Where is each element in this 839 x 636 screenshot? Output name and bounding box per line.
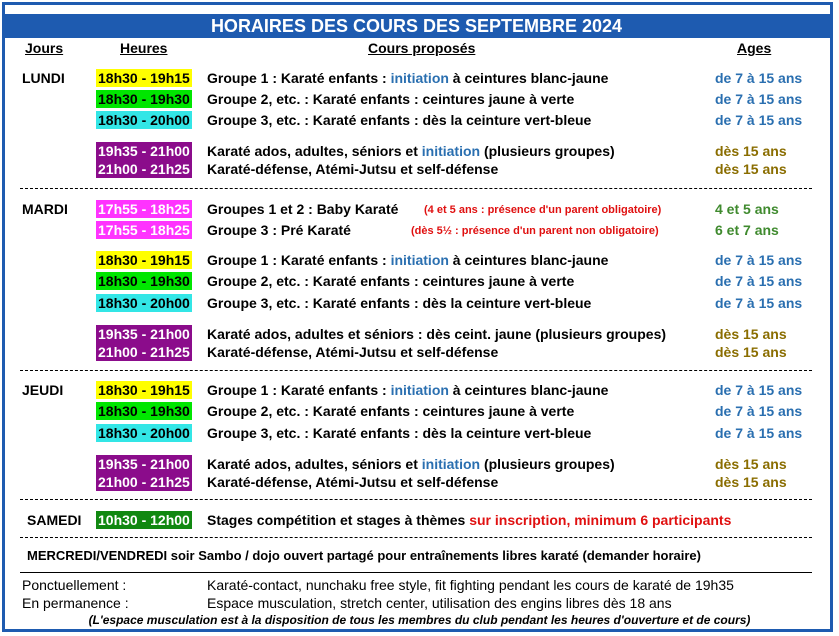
course-text: Groupe 2, etc. : Karaté enfants : ceintures jaune à verte [207,403,575,419]
day-jeudi: JEUDI [22,382,64,398]
course-text: Groupe 3, etc. : Karaté enfants : dès la ceinture vert-bleue [207,295,592,311]
day-lundi: LUNDI [22,70,65,86]
age-range: de 7 à 15 ans [715,295,803,311]
course-text: Groupe 1 : Karaté enfants : initiation à ceintures blanc-jaune [207,382,609,398]
age-range: de 7 à 15 ans [715,403,803,419]
divider [20,370,812,371]
course-text: Groupe 3, etc. : Karaté enfants : dès la ceinture vert-bleue [207,112,592,128]
time-slot: 18h30 - 20h00 [98,112,190,128]
footer-text-permanence: Espace musculation, stretch center, utilisation des engins libres dès 18 ans [207,595,672,611]
course-text: Karaté-défense, Atémi-Jutsu et self-défense [207,344,499,360]
day-samedi: SAMEDI [27,512,82,528]
course-text: Karaté ados, adultes, séniors et initiation (plusieurs groupes) [207,143,615,159]
age-range: de 7 à 15 ans [715,70,803,86]
time-slot: 18h30 - 19h30 [98,403,190,419]
time-slot: 17h55 - 18h25 [98,201,190,217]
time-slot: 17h55 - 18h25 [98,222,190,238]
time-slot: 18h30 - 20h00 [98,295,190,311]
age-range: de 7 à 15 ans [715,382,803,398]
time-slot: 10h30 - 12h00 [98,512,190,528]
age-range: dès 15 ans [715,161,787,177]
footer-note: (L'espace musculation est à la disposition de tous les membres du club pendant les heures d'ouverture et de cours) [88,613,751,627]
header-cours: Cours proposés [368,40,476,56]
divider [20,537,812,538]
age-range: dès 15 ans [715,344,787,360]
divider [20,572,812,573]
course-text: Karaté-défense, Atémi-Jutsu et self-défense [207,161,499,177]
time-slot: 21h00 - 21h25 [98,474,190,490]
time-slot: 18h30 - 19h30 [98,273,190,289]
divider [20,188,812,189]
time-slot: 18h30 - 20h00 [98,425,190,441]
age-range: dès 15 ans [715,456,787,472]
course-text: Stages compétition et stages à thèmes sur inscription, minimum 6 participants [207,512,732,528]
course-text: Groupe 1 : Karaté enfants : initiation à ceintures blanc-jaune [207,70,609,86]
age-range: de 7 à 15 ans [715,425,803,441]
age-range: de 7 à 15 ans [715,91,803,107]
time-slot: 19h35 - 21h00 [98,456,190,472]
header-ages: Ages [737,40,772,56]
course-note: (4 et 5 ans : présence d'un parent obligatoire) [424,204,662,216]
time-slot: 21h00 - 21h25 [98,161,190,177]
footer-label-permanence: En permanence : [22,595,129,611]
mercredi-vendredi-note: MERCREDI/VENDREDI soir Sambo / dojo ouvert partagé pour entraînements libres karaté (demander horaire) [27,548,701,563]
day-mardi: MARDI [22,201,68,217]
age-range: 4 et 5 ans [715,201,779,217]
page-title: HORAIRES DES COURS DES SEPTEMBRE 2024 [210,16,623,36]
course-text: Groupe 1 : Karaté enfants : initiation à ceintures blanc-jaune [207,252,609,268]
course-text: Karaté ados, adultes et séniors : dès ceint. jaune (plusieurs groupes) [207,326,667,342]
age-range: de 7 à 15 ans [715,252,803,268]
course-text: Karaté ados, adultes, séniors et initiation (plusieurs groupes) [207,456,615,472]
time-slot: 21h00 - 21h25 [98,344,190,360]
header-jours: Jours [25,40,64,56]
course-note: (dès 5½ : présence d'un parent non obligatoire) [411,225,659,237]
age-range: de 7 à 15 ans [715,273,803,289]
footer-label-ponctuellement: Ponctuellement : [22,577,127,593]
course-text: Groupes 1 et 2 : Baby Karaté [207,201,399,217]
footer-text-ponctuellement: Karaté-contact, nunchaku free style, fit fighting pendant les cours de karaté de 19h35 [207,577,734,593]
header-heures: Heures [120,40,168,56]
time-slot: 19h35 - 21h00 [98,143,190,159]
age-range: dès 15 ans [715,326,787,342]
age-range: de 7 à 15 ans [715,112,803,128]
divider [20,499,812,500]
age-range: dès 15 ans [715,143,787,159]
course-text: Karaté-défense, Atémi-Jutsu et self-défense [207,474,499,490]
time-slot: 18h30 - 19h15 [98,252,190,268]
course-text: Groupe 3 : Pré Karaté [207,222,351,238]
time-slot: 18h30 - 19h30 [98,91,190,107]
time-slot: 19h35 - 21h00 [98,326,190,342]
course-text: Groupe 2, etc. : Karaté enfants : ceintures jaune à verte [207,91,575,107]
age-range: 6 et 7 ans [715,222,779,238]
age-range: dès 15 ans [715,474,787,490]
time-slot: 18h30 - 19h15 [98,382,190,398]
course-text: Groupe 3, etc. : Karaté enfants : dès la ceinture vert-bleue [207,425,592,441]
time-slot: 18h30 - 19h15 [98,70,190,86]
course-text: Groupe 2, etc. : Karaté enfants : ceintures jaune à verte [207,273,575,289]
